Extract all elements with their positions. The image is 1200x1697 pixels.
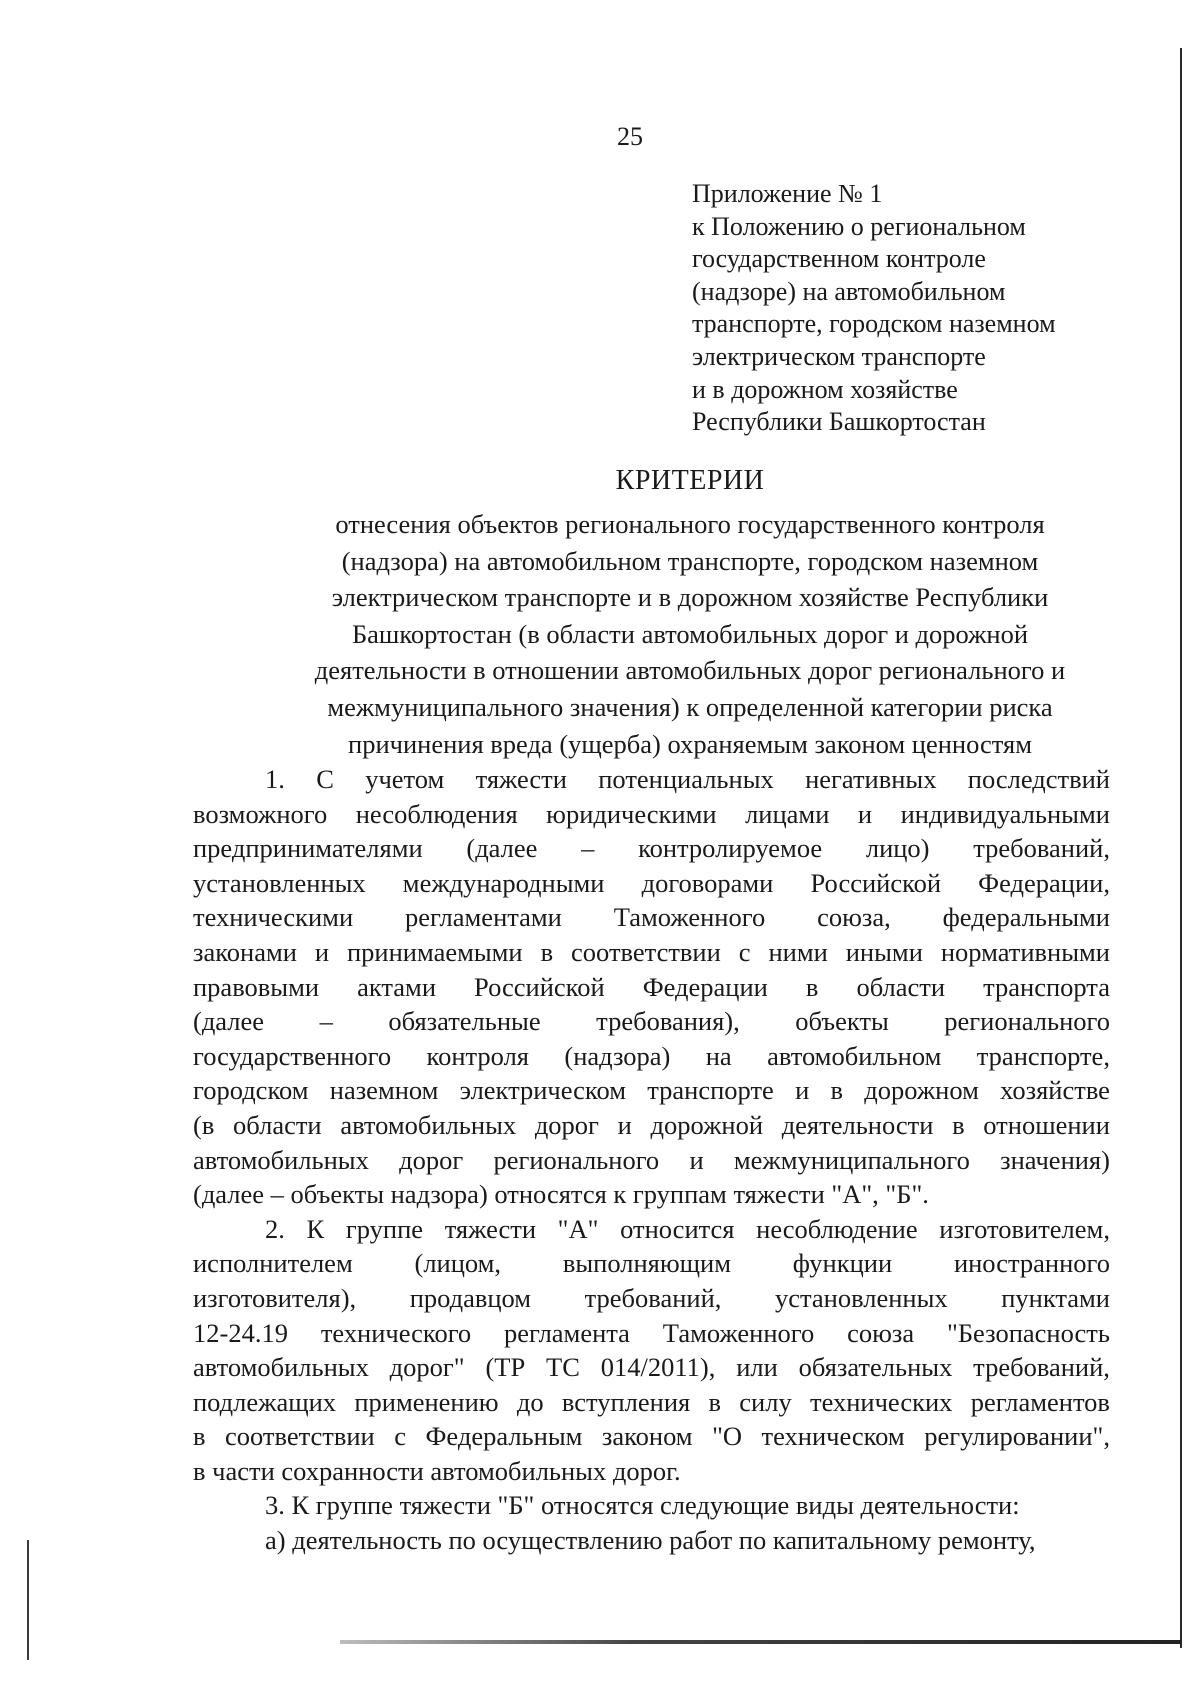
- body-word: силу: [739, 1386, 792, 1417]
- document-body: [193, 762, 1110, 1558]
- body-line: а) деятельность по осуществлению работ по капитальному ремонту,: [265, 1525, 1036, 1556]
- body-word: изготовителя),: [193, 1282, 357, 1313]
- subtitle-line: Башкортостан (в области автомобильных дорог и дорожной: [351, 618, 1029, 649]
- body-line: (далее – объекты надзора) относятся к группам тяжести "А", "Б".: [193, 1179, 929, 1210]
- body-line: [193, 970, 1110, 1005]
- body-word: принимаемыми: [347, 936, 523, 967]
- body-word: автомобильных: [193, 1352, 369, 1383]
- body-word: технического: [320, 1317, 472, 1348]
- body-word: или: [736, 1352, 778, 1383]
- body-word: предпринимателями: [193, 833, 423, 864]
- document-title: КРИТЕРИИ: [615, 465, 765, 496]
- body-word: автомобильных: [193, 1144, 369, 1175]
- body-word: "Безопасность: [947, 1317, 1110, 1348]
- body-line: [193, 1385, 1110, 1420]
- body-word: вступления: [561, 1386, 691, 1417]
- body-word: ТС: [546, 1352, 580, 1383]
- body-word: союза: [847, 1317, 915, 1348]
- body-word: союза,: [817, 902, 891, 933]
- body-word: регионального: [944, 1006, 1110, 1037]
- body-word: пунктами: [1001, 1282, 1110, 1313]
- subtitle-line: (надзора) на автомобильном транспорте, городском наземном: [341, 545, 1039, 576]
- body-word: (далее: [193, 1006, 265, 1037]
- body-word: Российской: [474, 971, 605, 1002]
- body-line: [193, 1039, 1110, 1074]
- body-word: регламента: [504, 1317, 630, 1348]
- body-word: законами: [193, 936, 297, 967]
- document-subtitle: [255, 506, 1125, 762]
- body-word: негативных: [805, 764, 937, 794]
- body-word: Федеральным: [425, 1421, 583, 1452]
- body-word: установленных: [774, 1282, 948, 1313]
- body-word: несоблюдение: [756, 1213, 918, 1244]
- body-line: [193, 1281, 1110, 1316]
- body-word: транспорте: [647, 1075, 774, 1106]
- body-word: автомобильном: [767, 1040, 942, 1071]
- body-word: области: [233, 1109, 322, 1140]
- body-word: регламентами: [405, 902, 562, 933]
- body-line: [193, 866, 1110, 901]
- body-line: 3. К группе тяжести "Б" относятся следующие виды деятельности:: [265, 1490, 1020, 1521]
- body-word: ними: [768, 936, 828, 967]
- body-word: 1.: [265, 764, 285, 794]
- body-word: с: [394, 1421, 406, 1452]
- body-word: дорог": [389, 1352, 465, 1383]
- body-line: [193, 831, 1110, 866]
- appendix-reference: [692, 178, 1132, 439]
- body-word: хозяйстве: [1000, 1075, 1110, 1106]
- body-word: отношении: [983, 1109, 1110, 1140]
- body-word: "О: [712, 1421, 743, 1452]
- body-line: [193, 1212, 1110, 1247]
- body-word: возможного: [193, 798, 328, 829]
- body-word: Федерации,: [978, 867, 1110, 898]
- body-word: городском: [193, 1075, 309, 1106]
- body-word: требований,: [584, 1282, 722, 1313]
- body-word: иными: [845, 936, 923, 967]
- body-word: дорог: [534, 1109, 599, 1140]
- scan-border-left: [27, 1540, 29, 1660]
- body-word: относится: [620, 1213, 735, 1244]
- body-word: в: [193, 1421, 206, 1452]
- body-word: регионального: [493, 1144, 660, 1175]
- body-word: применению: [354, 1386, 499, 1417]
- body-word: Российской: [810, 867, 942, 898]
- body-word: государственного: [193, 1040, 392, 1071]
- body-word: электрическом: [459, 1075, 626, 1106]
- body-word: (лицом,: [414, 1248, 502, 1279]
- body-word: в: [952, 1109, 965, 1140]
- body-word: транспорта: [983, 971, 1110, 1002]
- body-word: "А": [557, 1213, 599, 1244]
- body-word: обязательных: [798, 1352, 953, 1383]
- body-word: несоблюдения: [355, 798, 518, 829]
- body-word: наземном: [329, 1075, 439, 1106]
- appendix-line: государственном контроле: [692, 244, 986, 274]
- body-word: и: [689, 1144, 704, 1175]
- body-word: изготовителем,: [939, 1213, 1110, 1244]
- body-word: соответствии: [571, 936, 721, 967]
- body-word: регулировании",: [924, 1421, 1110, 1452]
- body-word: К: [306, 1213, 325, 1244]
- body-word: Таможенного: [613, 902, 766, 933]
- body-word: дорожном: [864, 1075, 979, 1106]
- body-word: требования),: [596, 1006, 740, 1037]
- body-word: договорами: [641, 867, 774, 898]
- body-word: иностранного: [953, 1248, 1110, 1279]
- body-word: на: [705, 1040, 732, 1071]
- body-word: 2.: [265, 1213, 285, 1244]
- subtitle-line: причинения вреда (ущерба) охраняемым законом ценностям: [348, 728, 1032, 759]
- body-word: и: [795, 1075, 810, 1106]
- scan-border-bottom: [340, 1640, 1182, 1644]
- body-word: техническом: [761, 1421, 905, 1452]
- body-word: учетом: [365, 764, 445, 794]
- body-word: исполнителем: [193, 1248, 353, 1279]
- body-word: Таможенного: [662, 1317, 815, 1348]
- body-word: требований,: [973, 833, 1110, 864]
- subtitle-line: отнесения объектов регионального государственного контроля: [335, 509, 1045, 539]
- body-word: объекты: [795, 1006, 889, 1037]
- body-word: подлежащих: [193, 1386, 337, 1417]
- appendix-line: (надзоре) на автомобильном: [692, 276, 1006, 306]
- body-line: [193, 797, 1110, 832]
- body-word: и: [617, 1109, 632, 1140]
- body-word: дорог: [399, 1144, 464, 1175]
- subtitle-line: деятельности в отношении автомобильных дорог регионального и: [314, 655, 1066, 686]
- body-line: [193, 1246, 1110, 1281]
- body-word: дорожной: [650, 1109, 763, 1140]
- body-word: регламентов: [970, 1386, 1110, 1417]
- subtitle-line: электрическом транспорте и в дорожном хозяйстве Республики: [331, 582, 1049, 613]
- body-word: федеральными: [942, 902, 1110, 933]
- scan-border-right: [1180, 48, 1182, 1648]
- body-word: юридическими: [546, 798, 717, 829]
- body-word: тяжести: [475, 764, 567, 794]
- body-line: [193, 762, 1110, 797]
- body-word: Федерации: [642, 971, 768, 1002]
- subtitle-line: межмуниципального значения) к определенной категории риска: [327, 691, 1053, 722]
- body-line: [193, 1419, 1110, 1454]
- appendix-line: транспорте, городском наземном: [692, 309, 1056, 339]
- body-word: обязательные: [388, 1006, 541, 1037]
- body-line: в части сохранности автомобильных дорог.: [193, 1455, 681, 1486]
- body-word: (ТР: [485, 1352, 526, 1383]
- body-line: [193, 935, 1110, 970]
- body-word: группе: [345, 1213, 424, 1244]
- body-word: (надзора): [564, 1040, 671, 1071]
- body-word: нормативными: [940, 936, 1110, 967]
- body-word: в: [830, 1075, 844, 1106]
- body-word: международными: [402, 867, 605, 898]
- body-line: [193, 900, 1110, 935]
- body-word: контроля: [426, 1040, 529, 1071]
- body-line: [193, 1004, 1110, 1039]
- body-word: правовыми: [193, 971, 320, 1002]
- body-word: (в: [193, 1109, 215, 1140]
- body-word: соответствии: [225, 1421, 375, 1452]
- body-word: законом: [601, 1421, 693, 1452]
- body-word: лицо): [865, 833, 930, 864]
- body-word: автомобильных: [340, 1109, 517, 1140]
- body-word: тяжести: [444, 1213, 537, 1244]
- page-number: 25: [617, 122, 643, 151]
- body-line: [193, 1316, 1110, 1351]
- body-word: 12-24.19: [193, 1317, 288, 1348]
- body-word: –: [581, 833, 595, 864]
- appendix-line: к Положению о региональном: [692, 211, 1026, 241]
- body-word: техническими: [193, 902, 354, 933]
- body-word: продавцом: [409, 1282, 532, 1313]
- body-word: С: [316, 764, 334, 794]
- appendix-line: Республики Башкортостан: [692, 407, 986, 437]
- body-word: лицами: [745, 798, 830, 829]
- body-word: и: [857, 798, 873, 829]
- body-word: с: [738, 936, 751, 967]
- body-word: в: [805, 971, 819, 1002]
- body-word: в: [540, 936, 554, 967]
- body-line: [193, 1108, 1110, 1143]
- body-word: требований,: [973, 1352, 1110, 1383]
- body-word: –: [319, 1006, 333, 1037]
- body-line: [193, 1073, 1110, 1108]
- body-line: [193, 1350, 1110, 1385]
- appendix-line: электрическом транспорте: [692, 341, 986, 371]
- body-word: транспорте,: [976, 1040, 1110, 1071]
- appendix-line: Приложение № 1: [692, 179, 883, 208]
- body-word: контролируемое: [638, 833, 823, 864]
- body-word: и: [314, 936, 330, 967]
- body-word: 014/2011),: [600, 1352, 716, 1383]
- body-word: индивидуальными: [900, 798, 1110, 829]
- body-word: выполняющим: [562, 1248, 731, 1279]
- body-line: [193, 1143, 1110, 1178]
- body-word: до: [516, 1386, 544, 1417]
- body-word: (далее: [466, 833, 538, 864]
- appendix-line: и в дорожном хозяйстве: [692, 374, 958, 404]
- body-word: последствий: [967, 764, 1110, 794]
- body-word: установленных: [193, 867, 366, 898]
- body-word: потенциальных: [598, 764, 774, 794]
- body-word: области: [856, 971, 946, 1002]
- body-word: актами: [357, 971, 436, 1002]
- body-word: межмуниципального: [733, 1144, 970, 1175]
- body-word: в: [708, 1386, 721, 1417]
- body-word: значения): [1000, 1144, 1110, 1175]
- body-word: функции: [792, 1248, 893, 1279]
- body-word: деятельности: [781, 1109, 934, 1140]
- body-word: технических: [809, 1386, 953, 1417]
